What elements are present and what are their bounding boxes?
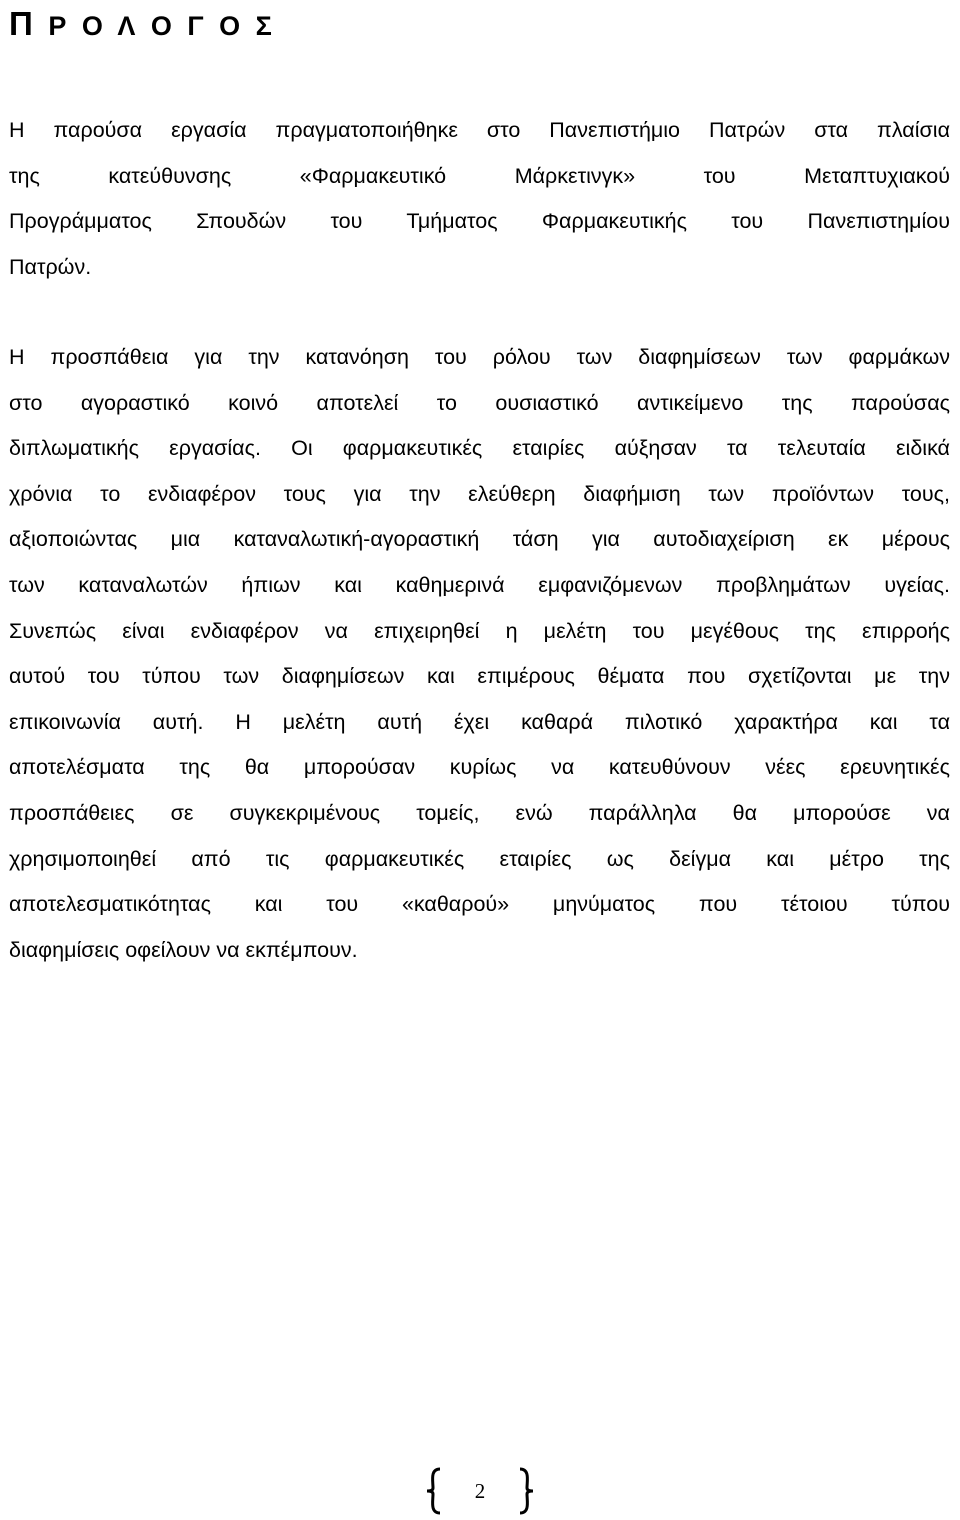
paragraph-main xyxy=(9,335,950,973)
text-line: αξιοποιώντας μια καταναλωτική-αγοραστική τάση για αυτοδιαχείριση εκ μέρους xyxy=(9,527,950,552)
page-title xyxy=(9,2,276,48)
text-line: αποτελεσματικότητας και του «καθαρού» μηνύματος που τέτοιου τύπου xyxy=(9,892,950,917)
text-line: διπλωματικής εργασίας. Οι φαρμακευτικές εταιρίες αύξησαν τα τελευταία ειδικά xyxy=(9,436,950,461)
text-line: διαφημίσεις οφείλουν να εκπέμπουν. xyxy=(9,937,358,962)
text-line: χρησιμοποιηθεί από τις φαρμακευτικές εταιρίες ως δείγμα και μέτρο της xyxy=(9,846,950,871)
text-line: Η προσπάθεια για την κατανόηση του ρόλου των διαφημίσεων των φαρμάκων xyxy=(9,345,950,369)
text-line: της κατεύθυνσης «Φαρμακευτικό Μάρκετινγκ» του Μεταπτυχιακού xyxy=(9,163,950,188)
text-line: επικοινωνία αυτή. Η μελέτη αυτή έχει καθαρά πιλοτικό χαρακτήρα και τα xyxy=(9,709,950,734)
text-line: αποτελέσματα της θα μπορούσαν κυρίως να κατευθύνουν νέες ερευνητικές xyxy=(9,755,950,780)
text-line: προσπάθειες σε συγκεκριμένους τομείς, ενώ παράλληλα θα μπορούσε να xyxy=(9,800,950,825)
page-title-first-letter: Π xyxy=(9,5,37,42)
paragraph-intro xyxy=(9,108,950,290)
text-line: χρόνια το ενδιαφέρον τους για την ελεύθερη διαφήμιση των προϊόντων τους, xyxy=(9,481,950,506)
page-title-rest: Ρ Ο Λ Ο Γ Ο Σ xyxy=(48,11,276,41)
text-line: Πατρών. xyxy=(9,254,92,279)
page-number: 2 xyxy=(474,1479,486,1503)
page-number-bracket xyxy=(425,1466,535,1516)
text-line: Η παρούσα εργασία πραγματοποιήθηκε στο Πανεπιστήμιο Πατρών στα πλαίσια xyxy=(9,118,950,142)
text-line: αυτού του τύπου των διαφημίσεων και επιμέρους θέματα που σχετίζονται με την xyxy=(9,664,950,689)
text-line: Συνεπώς είναι ενδιαφέρον να επιχειρηθεί η μελέτη του μεγέθους της επιρροής xyxy=(9,618,950,643)
text-line: των καταναλωτών ήπιων και καθημερινά εμφανιζόμενων προβλημάτων υγείας. xyxy=(9,572,950,597)
text-line: Προγράμματος Σπουδών του Τμήματος Φαρμακευτικής του Πανεπιστημίου xyxy=(9,209,950,234)
text-line: στο αγοραστικό κοινό αποτελεί το ουσιαστικό αντικείμενο της παρούσας xyxy=(9,390,950,415)
